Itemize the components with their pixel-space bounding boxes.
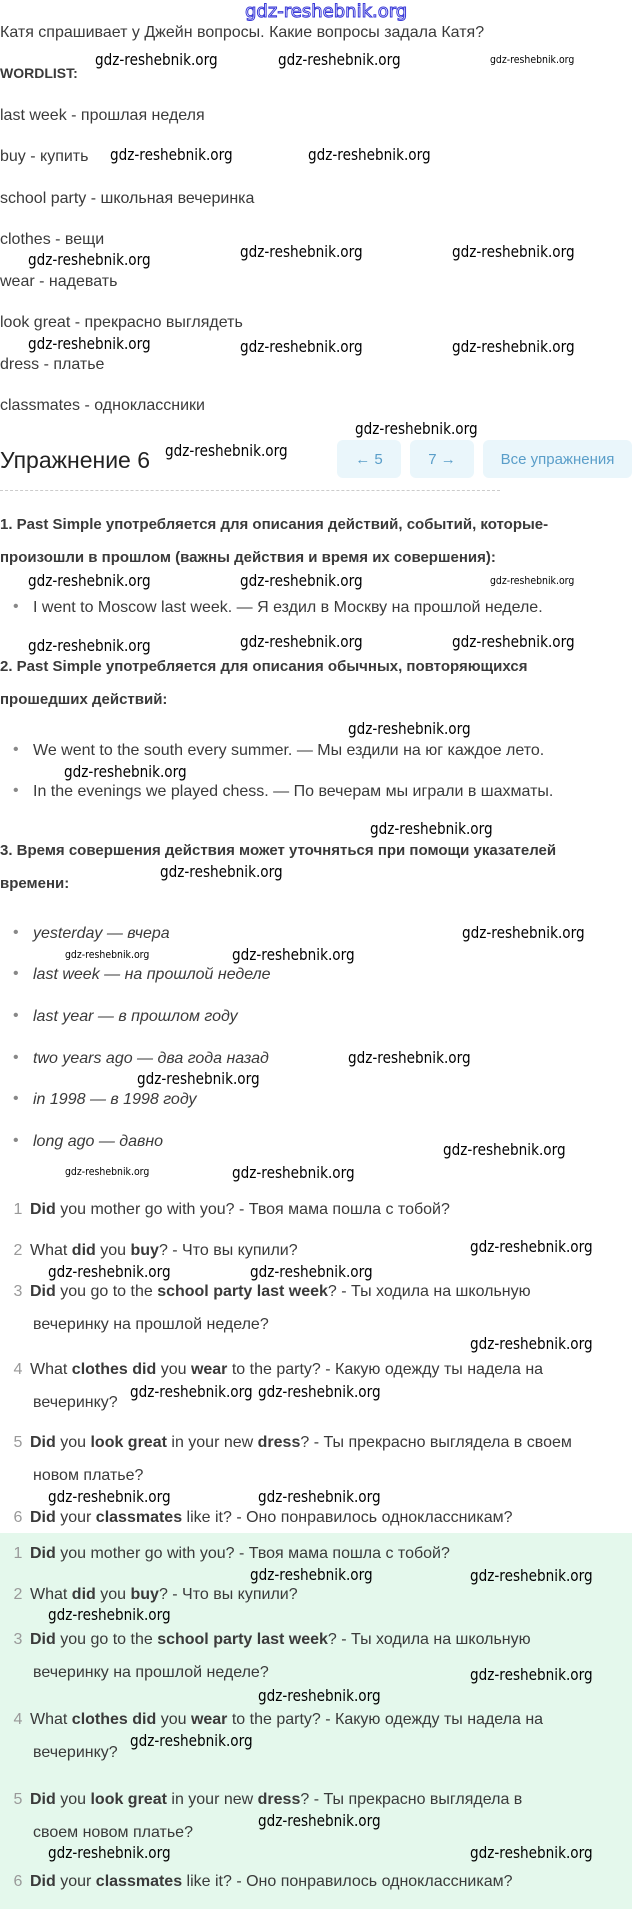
answer-text: ? - Что вы купили? [158,1586,298,1603]
answer-text: ? - Ты прекрасно выглядела в [300,1791,523,1808]
answer-keyword: Did [30,1791,56,1808]
answer-line [6,1872,513,1892]
answer-line [33,1823,193,1843]
answer-number: 1 [13,1201,23,1218]
answer-text: новом платье? [33,1467,144,1484]
bullet-icon: • [13,1049,19,1066]
answer-text: своем новом платье? [33,1824,193,1841]
answer-keyword: Did [30,1201,56,1218]
answer-keyword: wear [190,1711,228,1728]
rule-text: 2. Past Simple употребляется для описания обычных, повторяющихся [0,658,528,675]
answer-text: to the party? - Какую одежду ты надела на [227,1711,544,1728]
watermark: gdz-reshebnik.org [470,1843,593,1862]
answer-line [6,1544,450,1564]
rule-example: I went to Moscow last week. — Я ездил в Москву на прошлой неделе. [33,599,543,616]
answer-text: your [55,1509,96,1526]
answer-number: 5 [13,1791,23,1808]
answer-text: you [95,1242,131,1259]
answer-text: you [55,1791,91,1808]
watermark: gdz-reshebnik.org [452,242,575,261]
watermark: gdz-reshebnik.org [258,1382,381,1401]
watermark: gdz-reshebnik.org [130,1382,253,1401]
answer-keyword: Did [30,1631,56,1648]
watermark: gdz-reshebnik.org [258,1686,381,1705]
wordlist-item: clothes - вещи [0,231,105,248]
answer-line [6,1630,531,1650]
answer-text: like it? - Оно понравилось одноклассникам? [182,1509,513,1526]
watermark: gdz-reshebnik.org [137,1069,260,1088]
answer-text: you mother go with you? - Твоя мама пошла с тобой? [55,1545,450,1562]
wordlist-item: buy - купить [0,148,89,165]
watermark: gdz-reshebnik.org [64,762,187,781]
watermark: gdz-reshebnik.org [28,571,151,590]
rule-example: two years ago — два года назад [33,1050,269,1067]
wordlist-item: look great - прекрасно выглядеть [0,314,243,331]
answer-number: 5 [13,1434,23,1451]
answer-number: 3 [13,1283,23,1300]
watermark: gdz-reshebnik.org [28,334,151,353]
answer-number: 4 [13,1361,23,1378]
wordlist-item: classmates - одноклассники [0,397,205,414]
watermark: gdz-reshebnik.org [470,1334,593,1353]
rule-example: long ago — давно [33,1133,164,1150]
watermark: gdz-reshebnik.org [470,1665,593,1684]
watermark: gdz-reshebnik.org [232,1163,355,1182]
answer-keyword: Did [30,1545,56,1562]
watermark: gdz-reshebnik.org [28,250,151,269]
watermark: gdz-reshebnik.org [470,1237,593,1256]
site-watermark-header: gdz-reshebnik.org [245,1,408,22]
watermark: gdz-reshebnik.org [443,1140,566,1159]
answer-text: What [30,1361,72,1378]
answer-text: What [30,1242,72,1259]
answer-keyword: classmates [95,1873,183,1890]
bullet-icon: • [13,741,19,758]
answer-text: What [30,1711,72,1728]
answer-keyword: clothes did [71,1361,157,1378]
answer-keyword: Did [30,1434,56,1451]
answer-line [6,1282,531,1302]
answer-keyword: clothes did [71,1711,157,1728]
rule-example: last year — в прошлом году [33,1008,238,1025]
answer-text: ? - Ты ходила на школьную [327,1631,531,1648]
bullet-icon: • [13,1090,19,1107]
answer-keyword: look great [90,1791,167,1808]
watermark: gdz-reshebnik.org [240,242,363,261]
task-text: Катя спрашивает у Джейн вопросы. Какие вопросы задала Катя? [0,24,485,41]
answer-text: to the party? - Какую одежду ты надела на [227,1361,544,1378]
answer-text: вечеринку? [33,1394,118,1411]
answer-line [6,1790,522,1810]
watermark: gdz-reshebnik.org [160,862,283,881]
watermark: gdz-reshebnik.org [462,923,585,942]
answer-text: вечеринку на прошлой неделе? [33,1664,269,1681]
watermark: gdz-reshebnik.org [250,1262,373,1281]
answer-keyword: school party last week [157,1631,328,1648]
answer-text: you [55,1434,91,1451]
watermark: gdz-reshebnik.org [355,419,478,438]
answer-text: вечеринку? [33,1744,118,1761]
answer-line [6,1200,450,1220]
watermark: gdz-reshebnik.org [348,1048,471,1067]
watermark: gdz-reshebnik.org [258,1487,381,1506]
rule-text: прошедших действий: [0,691,168,708]
answer-text: like it? - Оно понравилось одноклассникам? [182,1873,513,1890]
watermark: gdz-reshebnik.org [490,53,575,66]
watermark: gdz-reshebnik.org [370,819,493,838]
watermark: gdz-reshebnik.org [95,50,218,69]
answer-text: ? - Что вы купили? [158,1242,298,1259]
answer-line [6,1360,543,1380]
bullet-icon: • [13,598,19,615]
bullet-icon: • [13,1007,19,1024]
answer-text: you [95,1586,131,1603]
answer-text: ? - Ты ходила на школьную [327,1283,531,1300]
watermark: gdz-reshebnik.org [48,1487,171,1506]
answer-text: you go to the [55,1283,158,1300]
answer-number: 3 [13,1631,23,1648]
answer-keyword: buy [130,1242,159,1259]
wordlist-item: school party - школьная вечеринка [0,190,255,207]
answer-line [6,1241,298,1261]
watermark: gdz-reshebnik.org [165,441,288,460]
answer-text: in your new [166,1791,258,1808]
watermark: gdz-reshebnik.org [130,1731,253,1750]
answer-keyword: look great [90,1434,167,1451]
rule-example: We went to the south every summer. — Мы ездили на юг каждое лето. [33,742,545,759]
watermark: gdz-reshebnik.org [65,1165,150,1178]
rule-example: in 1998 — в 1998 году [33,1091,197,1108]
answer-keyword: Did [30,1509,56,1526]
answer-text: you [156,1361,191,1378]
watermark: gdz-reshebnik.org [240,337,363,356]
answer-line [33,1663,269,1683]
watermark: gdz-reshebnik.org [232,945,355,964]
wordlist-item: dress - платье [0,356,105,373]
watermark: gdz-reshebnik.org [240,571,363,590]
exercise-title: Упражнение 6 [0,447,151,473]
answer-keyword: dress [257,1791,301,1808]
watermark: gdz-reshebnik.org [258,1811,381,1830]
bullet-icon: • [13,924,19,941]
answer-line [6,1710,543,1730]
rule-text: 1. Past Simple употребляется для описания действий, событий, которые- [0,516,549,533]
rule-example: last week — на прошлой неделе [33,966,271,983]
watermark: gdz-reshebnik.org [65,948,150,961]
answer-text: What [30,1586,72,1603]
answer-number: 1 [13,1545,23,1562]
all-exercises-button[interactable]: Все упражнения [483,440,632,478]
answer-keyword: did [71,1586,96,1603]
answer-keyword: wear [190,1361,228,1378]
rule-text: времени: [0,875,70,892]
watermark: gdz-reshebnik.org [452,337,575,356]
rule-example: In the evenings we played chess. — По вечерам мы играли в шахматы. [33,783,554,800]
watermark: gdz-reshebnik.org [240,632,363,651]
rule-text: 3. Время совершения действия может уточняться при помощи указателей [0,842,557,859]
bullet-icon: • [13,965,19,982]
answer-line [33,1315,269,1335]
answer-number: 6 [13,1873,23,1890]
watermark: gdz-reshebnik.org [348,719,471,738]
answer-text: you [156,1711,191,1728]
answer-keyword: buy [130,1586,159,1603]
answer-line [33,1743,118,1763]
answer-text: вечеринку на прошлой неделе? [33,1316,269,1333]
divider [0,490,500,491]
prev-exercise-button[interactable]: ← 5 [337,440,401,478]
wordlist-item: last week - прошлая неделя [0,107,205,124]
answer-text: you mother go with you? - Твоя мама пошла с тобой? [55,1201,450,1218]
watermark: gdz-reshebnik.org [490,574,575,587]
watermark: gdz-reshebnik.org [278,50,401,69]
answer-text: your [55,1873,96,1890]
watermark: gdz-reshebnik.org [470,1566,593,1585]
answer-line [6,1508,513,1528]
watermark: gdz-reshebnik.org [308,145,431,164]
answer-keyword: Did [30,1873,56,1890]
bullet-icon: • [13,782,19,799]
rule-text: произошли в прошлом (важны действия и время их совершения): [0,549,496,566]
next-exercise-button[interactable]: 7 → [410,440,474,478]
answer-line [6,1433,572,1453]
watermark: gdz-reshebnik.org [48,1262,171,1281]
answer-keyword: Did [30,1283,56,1300]
answer-keyword: dress [257,1434,301,1451]
answer-keyword: did [71,1242,96,1259]
watermark: gdz-reshebnik.org [48,1843,171,1862]
answer-keyword: school party last week [157,1283,328,1300]
answer-number: 6 [13,1509,23,1526]
answer-text: ? - Ты прекрасно выглядела в своем [300,1434,572,1451]
answer-line [6,1585,298,1605]
answer-keyword: classmates [95,1509,183,1526]
watermark: gdz-reshebnik.org [110,145,233,164]
watermark: gdz-reshebnik.org [48,1605,171,1624]
answer-text: you go to the [55,1631,158,1648]
wordlist-title: WORDLIST: [0,65,78,81]
answer-line [33,1466,143,1486]
bullet-icon: • [13,1132,19,1149]
answer-line [33,1393,118,1413]
wordlist-item: wear - надевать [0,273,118,290]
answer-text: in your new [166,1434,258,1451]
watermark: gdz-reshebnik.org [250,1565,373,1584]
answer-number: 2 [13,1242,23,1259]
answer-number: 2 [13,1586,23,1603]
watermark: gdz-reshebnik.org [452,632,575,651]
watermark: gdz-reshebnik.org [28,636,151,655]
rule-example: yesterday — вчера [33,925,170,942]
answer-number: 4 [13,1711,23,1728]
